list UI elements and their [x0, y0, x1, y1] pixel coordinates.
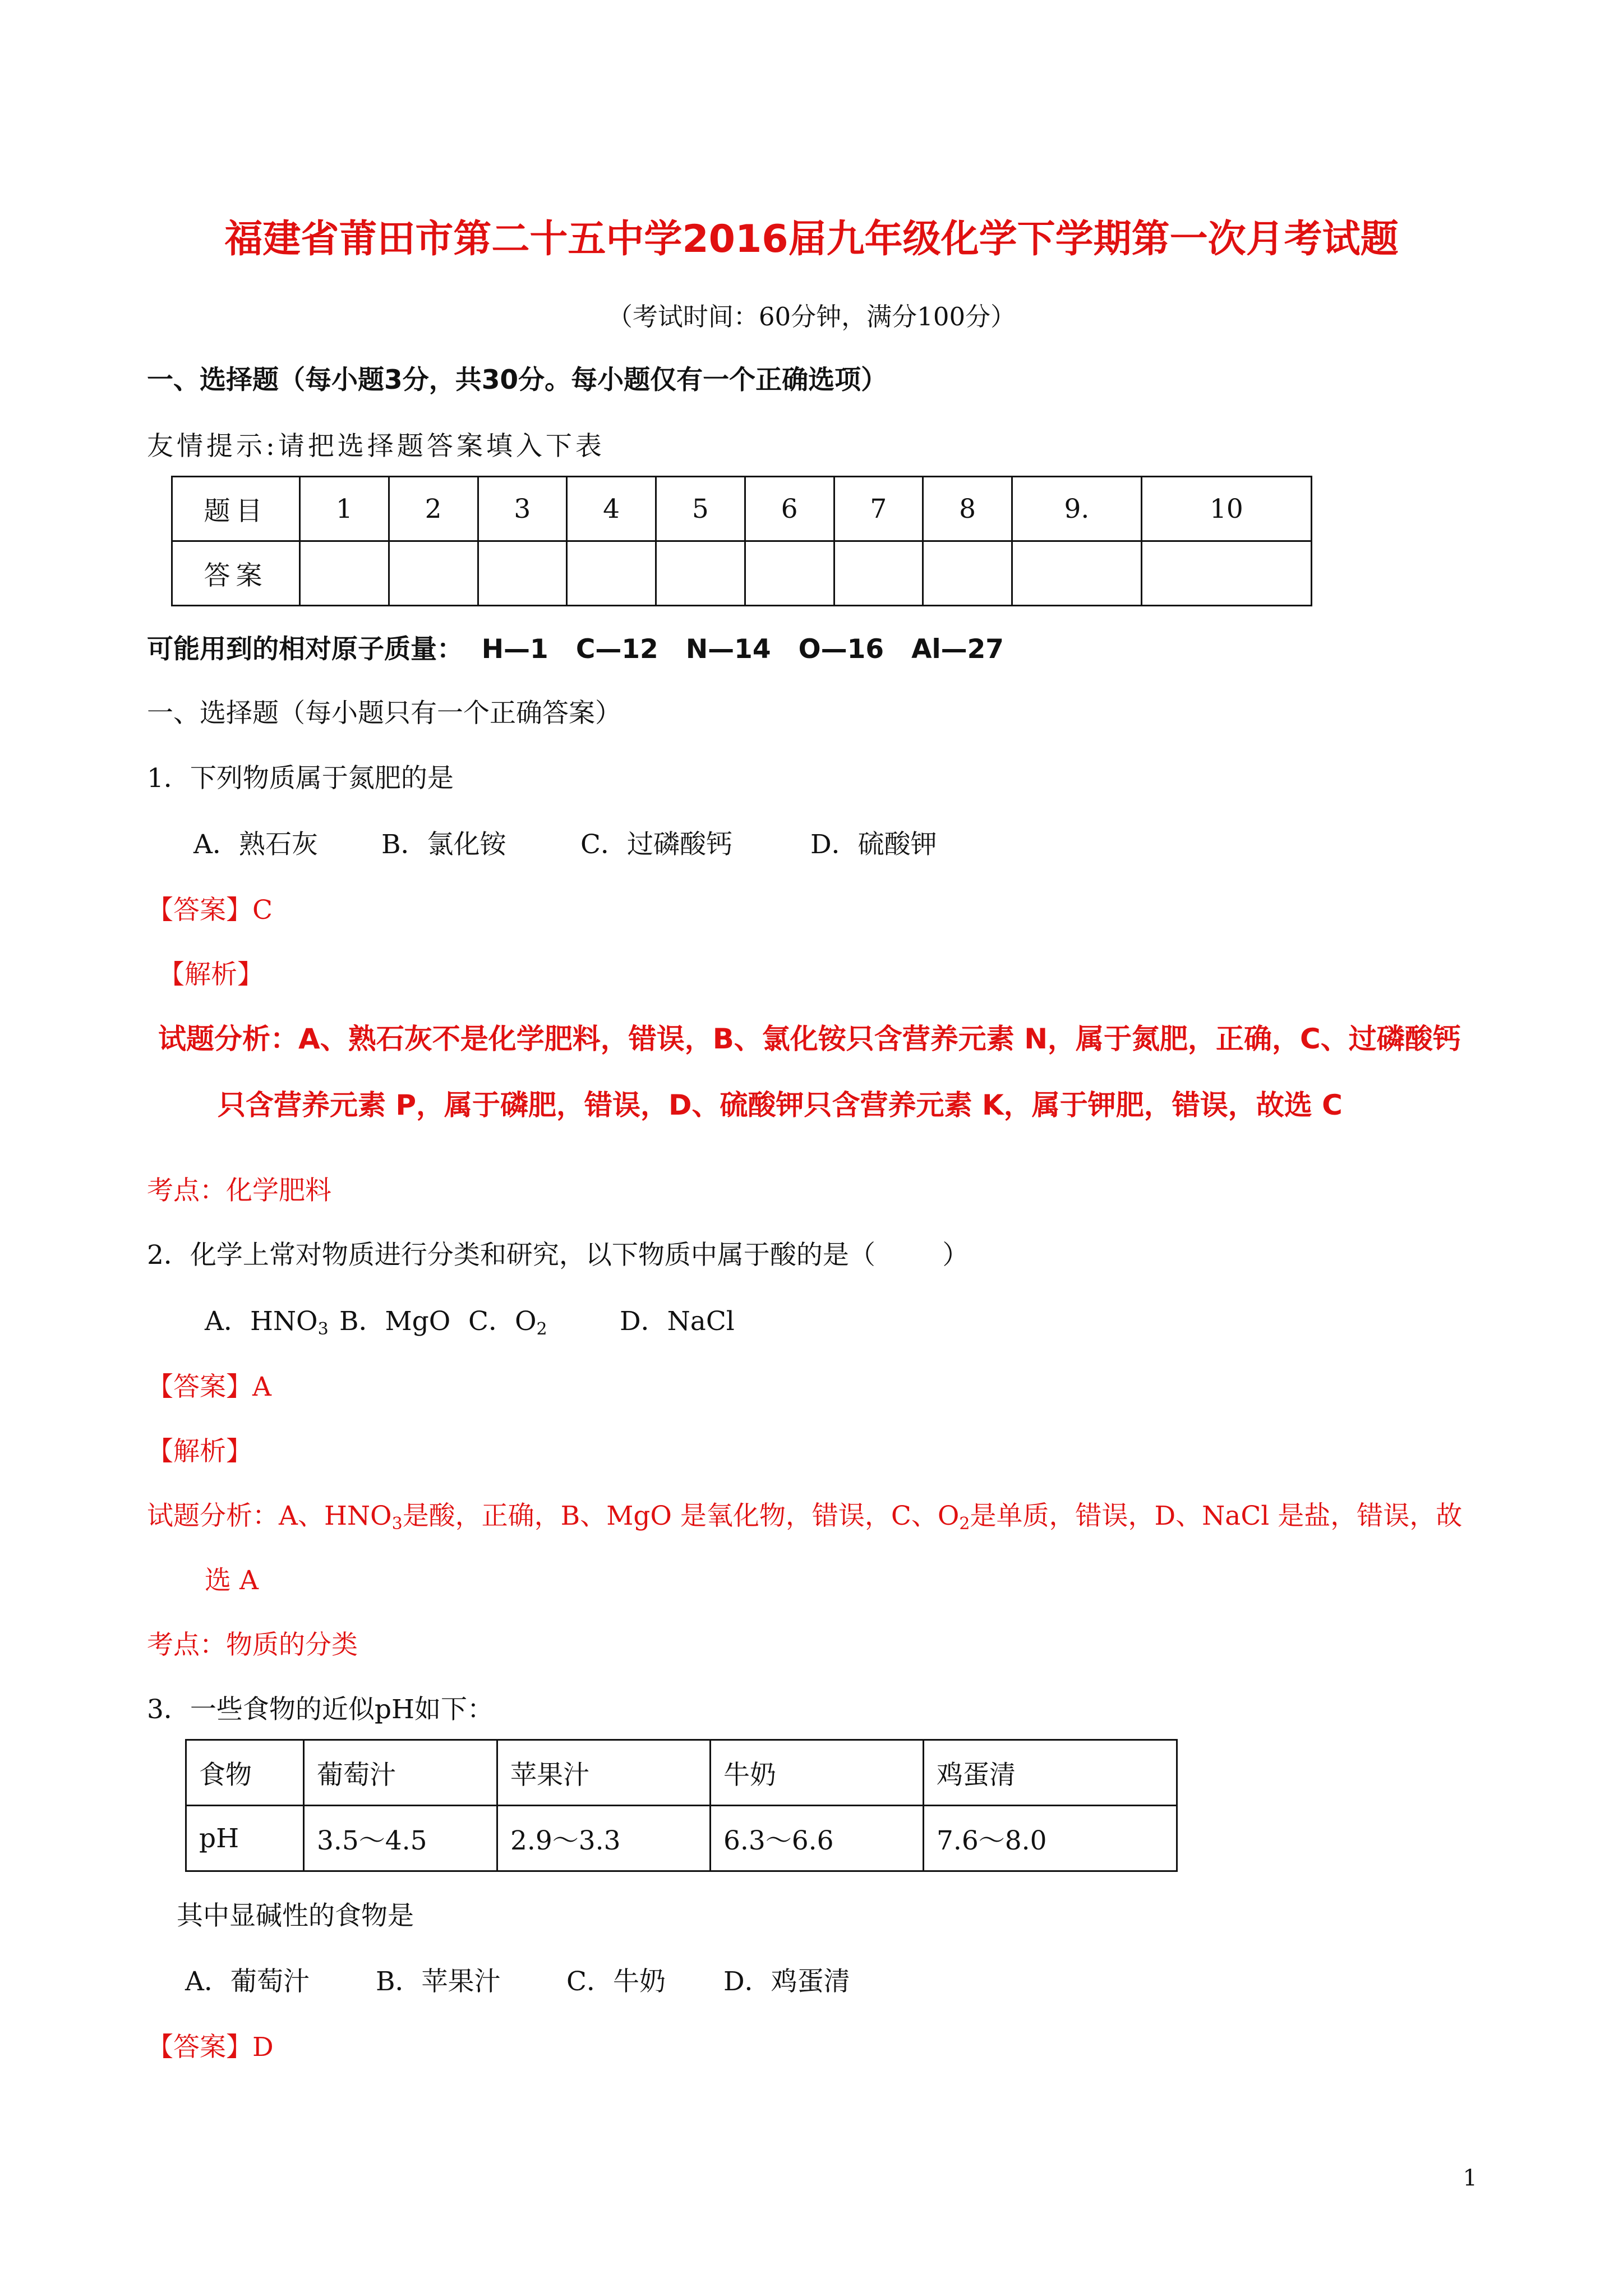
q3-answer: 【答案】D: [147, 2032, 274, 2063]
subscript: 2: [536, 1319, 547, 1339]
q2-option-b: B．MgO: [339, 1306, 451, 1337]
question-3-stem: 3．一些食物的近似pH如下：: [147, 1694, 494, 1725]
q1-point: 考点：化学肥料: [147, 1175, 331, 1206]
table-cell: 6: [745, 477, 834, 541]
table-row: [186, 1740, 1177, 1806]
table-cell: 9.: [1012, 477, 1142, 541]
answer-cell[interactable]: [656, 541, 745, 606]
q2-analysis-label: 【解析】: [147, 1436, 252, 1467]
q3-option-d: D．鸡蛋清: [723, 1966, 850, 1997]
q1-analysis-line2: 只含营养元素 P，属于磷肥，错误，D、硫酸钾只含营养元素 K，属于钾肥，错误，故选 C: [218, 1089, 1343, 1121]
table-cell: 7: [834, 477, 923, 541]
section-heading: 一、选择题（每小题3分，共30分。每小题仅有一个正确选项）: [147, 365, 888, 395]
q2-analysis-line1: [147, 1495, 1462, 1534]
analysis-text: 试题分析：A、HNO: [147, 1501, 392, 1531]
table-cell: 10: [1141, 477, 1311, 541]
table-header: 牛奶: [711, 1740, 924, 1806]
table-cell: 4: [567, 477, 656, 541]
answer-cell[interactable]: [389, 541, 478, 606]
q1-option-d: D．硫酸钾: [810, 829, 937, 860]
q2-option-a-text: A．HNO: [205, 1306, 318, 1337]
q1-option-a: A．熟石灰: [193, 829, 318, 860]
answer-table: [171, 476, 1312, 606]
table-cell: 5: [656, 477, 745, 541]
table-header: 食物: [186, 1740, 304, 1806]
q3-option-c: C．牛奶: [566, 1966, 666, 1997]
q3-option-b: B．苹果汁: [376, 1966, 501, 1997]
row-label-question: 题目: [172, 477, 300, 541]
table-header: 苹果汁: [497, 1740, 711, 1806]
answer-cell[interactable]: [478, 541, 567, 606]
answer-cell[interactable]: [300, 541, 389, 606]
q2-option-a: [205, 1300, 329, 1339]
ph-table: [185, 1739, 1178, 1872]
q2-point: 考点：物质的分类: [147, 1630, 358, 1660]
table-cell: 1: [300, 477, 389, 541]
q2-option-d: D．NaCl: [620, 1306, 735, 1337]
table-row: [172, 477, 1312, 541]
q3-option-a: A．葡萄汁: [185, 1966, 310, 1997]
answer-cell[interactable]: [834, 541, 923, 606]
subscript: 3: [391, 1514, 403, 1534]
table-cell: 2: [389, 477, 478, 541]
subscript: 2: [959, 1514, 970, 1534]
q1-answer: 【答案】C: [147, 895, 273, 926]
section-subheading: 一、选择题（每小题只有一个正确答案）: [147, 698, 621, 729]
q1-analysis-label: 【解析】: [158, 959, 264, 990]
table-row: [172, 541, 1312, 606]
answer-cell[interactable]: [1141, 541, 1311, 606]
table-cell: 7.6～8.0: [924, 1806, 1177, 1871]
tip-text: 友情提示:请把选择题答案填入下表: [147, 431, 605, 462]
q1-option-b: B．氯化铵: [381, 829, 506, 860]
table-cell: 3: [478, 477, 567, 541]
question-2-stem: 2．化学上常对物质进行分类和研究，以下物质中属于酸的是（ ）: [147, 1240, 969, 1271]
table-header: 葡萄汁: [304, 1740, 497, 1806]
answer-cell[interactable]: [745, 541, 834, 606]
atomic-mass-note: 可能用到的相对原子质量： H—1 C—12 N—14 O—16 Al—27: [147, 634, 1004, 665]
q2-option-c: [468, 1300, 547, 1339]
exam-info: （考试时间：60分钟，满分100分）: [607, 302, 1016, 332]
q2-answer: 【答案】A: [147, 1372, 271, 1402]
q3-question: 其中显碱性的食物是: [177, 1901, 414, 1931]
answer-cell[interactable]: [923, 541, 1012, 606]
table-header: 鸡蛋清: [924, 1740, 1177, 1806]
table-cell: 2.9～3.3: [497, 1806, 711, 1871]
q2-analysis-line2: 选 A: [205, 1565, 259, 1596]
table-cell: 8: [923, 477, 1012, 541]
page-title: 福建省莆田市第二十五中学2016届九年级化学下学期第一次月考试题: [224, 217, 1399, 261]
q2-option-c-text: C．O: [468, 1306, 537, 1337]
subscript: 3: [317, 1319, 329, 1339]
analysis-text: 是酸，正确，B、MgO 是氧化物，错误，C、O: [402, 1501, 960, 1531]
table-cell: 6.3～6.6: [711, 1806, 924, 1871]
table-row: [186, 1806, 1177, 1871]
q1-analysis-line1: 试题分析：A、熟石灰不是化学肥料，错误，B、氯化铵只含营养元素 N，属于氮肥，正确，C、过磷酸钙: [158, 1023, 1461, 1055]
answer-cell[interactable]: [567, 541, 656, 606]
answer-cell[interactable]: [1012, 541, 1142, 606]
row-label-answer: 答案: [172, 541, 300, 606]
analysis-text: 是单质，错误，D、NaCl 是盐，错误，故: [970, 1501, 1463, 1531]
table-cell: pH: [186, 1806, 304, 1871]
q1-option-c: C．过磷酸钙: [580, 829, 732, 860]
page-number: 1: [1463, 2165, 1477, 2191]
question-1-stem: 1．下列物质属于氮肥的是: [147, 763, 454, 794]
table-cell: 3.5～4.5: [304, 1806, 497, 1871]
